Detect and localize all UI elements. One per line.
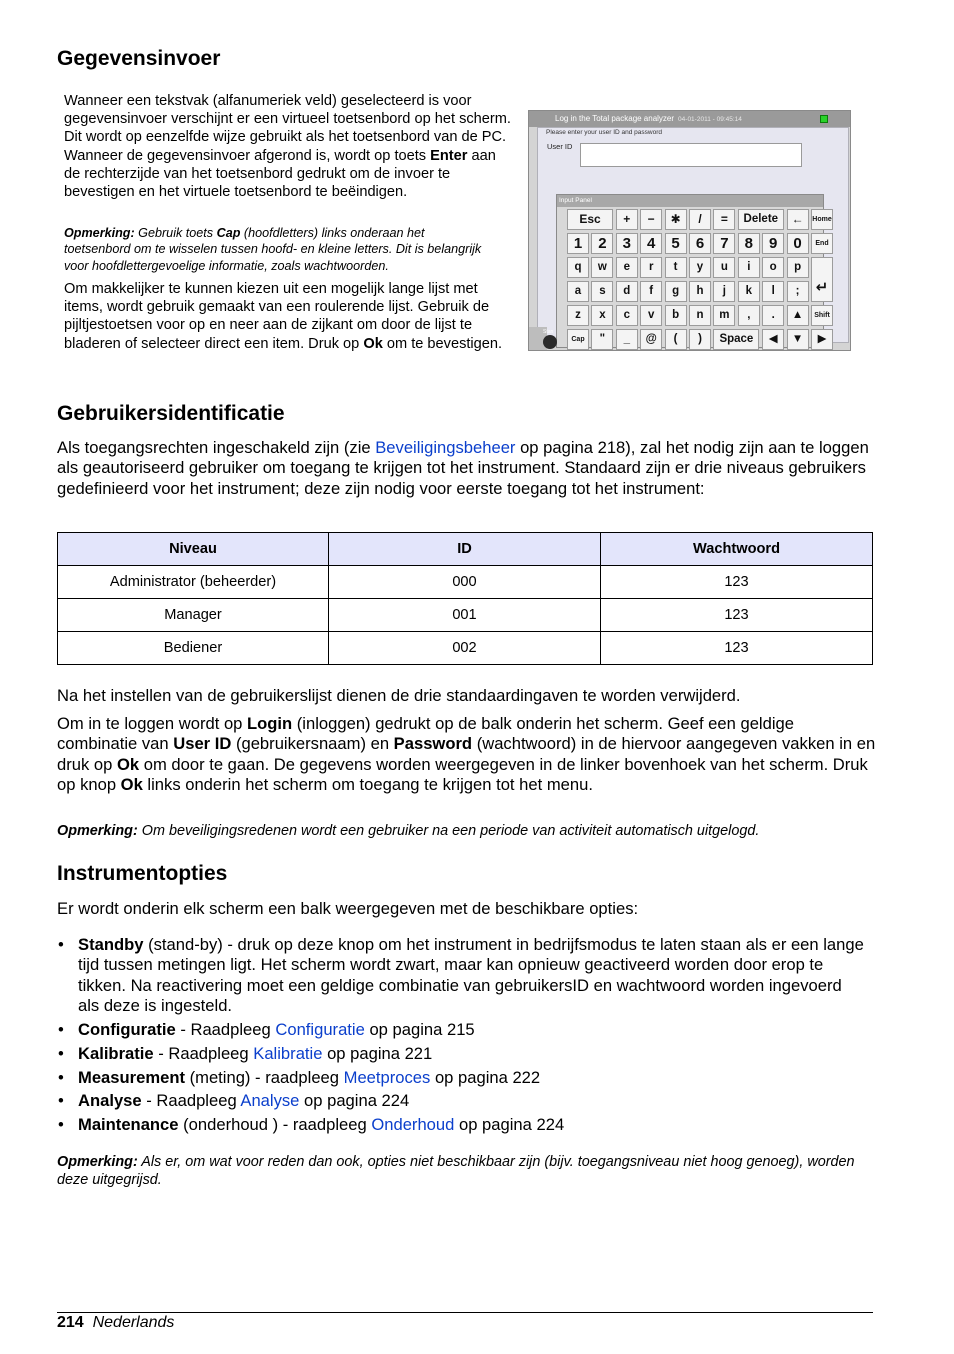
footer <box>57 1313 174 1333</box>
key-f[interactable]: f <box>640 281 662 302</box>
para-text: om door te gaan. De gegevens worden weergegeven in de linker bovenhoek van het scherm. Druk op knop <box>57 754 868 795</box>
link-configuratie[interactable]: Configuratie <box>275 1020 365 1040</box>
note-label: Opmerking: <box>57 823 138 839</box>
note-text: (hoofdletters) links onderaan het toetsenbord om te wisselen tussen hoofd- en kleine letters. Dit is belangrijk voor hoofdlettergevoelige informatie, zoals wachtwoorden. <box>64 226 482 273</box>
para-text: links onderin het scherm om toegang te krijgen tot het menu. <box>142 775 593 795</box>
list-item <box>57 1068 867 1088</box>
list-item <box>57 1044 867 1064</box>
section-heading-gebruikersidentificatie: Gebruikersidentificatie <box>57 402 285 425</box>
option-text: (stand-by) - druk op deze knop om het instrument in bedrijfsmodus te laten staan als er een lange tijd tussen metingen ligt. Het scherm wordt zwart, maar kan opnieuw geactiveerd worden door erop te tikken. Na reactivering moet een geldige combinatie van gebruikersID en wachtwoord worden ingevoerd als deze is ingesteld. <box>78 935 864 1016</box>
para-text: aan de rechterzijde van het toetsenbord gedrukt om de invoer te bevestigen en het virtuele toetsenbord te beëindigen. <box>64 147 496 201</box>
ok-key-label: Ok <box>363 335 383 352</box>
login-prompt: Please enter your user ID and password <box>546 129 662 136</box>
key-symbol[interactable]: / <box>689 209 711 230</box>
option-name: Analyse <box>78 1091 142 1111</box>
key-e[interactable]: e <box>616 257 638 278</box>
input-panel <box>556 194 832 348</box>
key-y[interactable]: y <box>689 257 711 278</box>
page-number: 214 <box>57 1314 84 1331</box>
option-name: Configuratie <box>78 1020 176 1040</box>
option-text: (meting) - raadpleeg <box>184 1067 344 1087</box>
key-3[interactable]: 3 <box>616 233 638 254</box>
login-title: Log in the Total package analyzer <box>555 114 675 123</box>
option-text: - Raadpleeg <box>141 1091 241 1111</box>
password-key-label: Password <box>393 734 473 754</box>
key-enter[interactable]: ↵ <box>811 257 833 302</box>
key-m[interactable]: m <box>713 305 735 326</box>
key-w[interactable]: w <box>591 257 613 278</box>
para-text: (wachtwoord) in de hiervoor aangegeven vakken in en druk op <box>57 734 876 774</box>
column-header-id: ID <box>329 533 601 566</box>
key-symbol[interactable]: _ <box>616 329 638 350</box>
table-cell: Manager <box>58 599 329 632</box>
key-h[interactable]: h <box>689 281 711 302</box>
note-text: Gebruik toets <box>134 226 217 240</box>
greyed-out-note <box>57 1153 857 1189</box>
default-users-table <box>57 532 873 665</box>
key-q[interactable]: q <box>567 257 589 278</box>
option-name: Measurement <box>78 1067 185 1087</box>
ok-key-label: Ok <box>120 775 143 795</box>
para-text: Om makkelijker te kunnen kiezen uit een mogelijk lange lijst met items, wordt gebruik gemaakt van een roulerende lijst. Gebruik de pijltjestoetsen voor op en neer aan de zijkant om door de lijst te bladeren of selecteer direct een item. Druk op <box>64 281 490 352</box>
note-text: Om beveiligingsredenen wordt een gebruiker na een periode van activiteit automatisch uitgelogd. <box>137 823 760 839</box>
key-end[interactable]: End <box>811 233 833 254</box>
table-row <box>58 599 873 632</box>
key-p[interactable]: p <box>787 257 809 278</box>
key-symbol[interactable]: " <box>591 329 613 350</box>
para-text: Wanneer een tekstvak (alfanumeriek veld) geselecteerd is voor gegevensinvoer verschijnt er een virtueel toetsenbord op het scherm. Dit wordt op eenzelfde wijze gebruikt als het toetsenbord van de PC. Wanneer de gegevensinvoer afgerond is, wordt op toets <box>64 93 511 164</box>
option-text: op pagina 224 <box>299 1091 410 1111</box>
user-id-label: User ID <box>547 142 573 151</box>
para-text: Als toegangsrechten ingeschakeld zijn (zie <box>57 438 376 457</box>
cap-key-label: Cap <box>216 226 241 240</box>
link-meetproces[interactable]: Meetproces <box>343 1067 431 1087</box>
key-symbol[interactable]: ( <box>665 329 687 350</box>
cap-note <box>64 225 484 274</box>
key-d[interactable]: d <box>616 281 638 302</box>
remove-defaults-paragraph: Na het instellen van de gebruikerslijst dienen de drie standaardingaven te worden verwijderd. <box>57 686 741 705</box>
key-cap[interactable]: Cap <box>567 329 589 350</box>
key-n[interactable]: n <box>689 305 711 326</box>
security-note <box>57 822 877 840</box>
key-4[interactable]: 4 <box>640 233 662 254</box>
para-text: Om in te loggen wordt op <box>57 714 248 733</box>
table-cell: 002 <box>329 632 601 665</box>
key-shift[interactable]: Shift <box>811 305 833 326</box>
login-paragraph <box>57 714 877 796</box>
list-item <box>57 1091 867 1111</box>
key-u[interactable]: u <box>713 257 735 278</box>
key-8[interactable]: 8 <box>738 233 760 254</box>
key-a[interactable]: a <box>567 281 589 302</box>
key-5[interactable]: 5 <box>665 233 687 254</box>
access-rights-paragraph <box>57 438 877 499</box>
options-list <box>57 935 867 1139</box>
key-symbol[interactable]: ; <box>787 281 809 302</box>
key-t[interactable]: t <box>665 257 687 278</box>
table-cell: Administrator (beheerder) <box>58 566 329 599</box>
key-symbol[interactable]: @ <box>640 329 662 350</box>
key-7[interactable]: 7 <box>713 233 735 254</box>
key-v[interactable]: v <box>640 305 662 326</box>
ok-key-label: Ok <box>116 754 140 774</box>
option-text: - Raadpleeg <box>175 1020 276 1040</box>
key-b[interactable]: b <box>665 305 687 326</box>
table-row <box>58 566 873 599</box>
list-item <box>57 935 867 1017</box>
options-intro: Er wordt onderin elk scherm een balk weergegeven met de beschikbare opties: <box>57 899 639 918</box>
para-text: (gebruikersnaam) en <box>231 734 394 754</box>
link-beveiligingsbeheer[interactable]: Beveiligingsbeheer <box>375 438 516 457</box>
note-text: Als er, om wat voor reden dan ook, opties niet beschikbaar zijn (bijv. toegangsniveau niet hoog genoeg), worden deze uitgegrijsd. <box>57 1154 855 1188</box>
key-i[interactable]: i <box>738 257 760 278</box>
scroll-list-paragraph <box>64 280 504 353</box>
footer-divider <box>57 1312 873 1313</box>
link-analyse[interactable]: Analyse <box>240 1091 300 1111</box>
login-title-bar <box>529 111 851 127</box>
option-name: Standby <box>78 935 144 954</box>
list-item <box>57 1020 867 1040</box>
login-key-label: Login <box>247 714 293 733</box>
key-9[interactable]: 9 <box>762 233 784 254</box>
key-g[interactable]: g <box>665 281 687 302</box>
login-datetime: 04-01-2011 - 09:45:14 <box>678 116 742 123</box>
key-l[interactable]: l <box>762 281 784 302</box>
section-heading-gegevensinvoer: Gegevensinvoer <box>57 47 221 70</box>
link-onderhoud[interactable]: Onderhoud <box>371 1115 455 1135</box>
power-icon <box>543 335 557 349</box>
option-text: op pagina 222 <box>430 1067 541 1087</box>
key-symbol[interactable]: ✱ <box>665 209 687 230</box>
key-symbol[interactable]: , <box>738 305 760 326</box>
key-delete[interactable]: Delete <box>738 209 784 230</box>
table-row <box>58 632 873 665</box>
key-symbol[interactable]: + <box>616 209 638 230</box>
column-header-wachtwoord: Wachtwoord <box>601 533 873 566</box>
key-1[interactable]: 1 <box>567 233 589 254</box>
data-entry-paragraph <box>64 92 512 201</box>
key-space[interactable]: Space <box>713 329 759 350</box>
note-label: Opmerking: <box>64 226 135 240</box>
key-symbol[interactable]: = <box>713 209 735 230</box>
standby-label: Stan <box>543 329 554 335</box>
key-x[interactable]: x <box>591 305 613 326</box>
para-text: om te bevestigen. <box>382 335 503 352</box>
key-z[interactable]: z <box>567 305 589 326</box>
option-text: op pagina 215 <box>364 1020 475 1040</box>
column-header-niveau: Niveau <box>58 533 329 566</box>
link-kalibratie[interactable]: Kalibratie <box>253 1043 323 1063</box>
option-text: - Raadpleeg <box>153 1043 254 1063</box>
list-item <box>57 1115 867 1135</box>
key-2[interactable]: 2 <box>591 233 613 254</box>
note-label: Opmerking: <box>57 1154 138 1170</box>
key-home[interactable]: Home <box>811 209 833 230</box>
option-name: Kalibratie <box>78 1043 154 1063</box>
table-cell: 123 <box>601 632 873 665</box>
option-text: (onderhoud ) - raadpleeg <box>178 1115 372 1135</box>
para-text: op pagina 218), zal het nodig zijn aan te loggen als geautoriseerd gebruiker om toegang te krijgen tot het instrument. Standaard zijn er drie niveaus gebruikers gedefinieerd voor het instrument; deze zijn nodig voor eerste toegang tot het instrument: <box>57 438 869 498</box>
user-id-key-label: User ID <box>173 734 232 754</box>
key-symbol[interactable]: ) <box>689 329 711 350</box>
key-6[interactable]: 6 <box>689 233 711 254</box>
key-symbol[interactable]: . <box>762 305 784 326</box>
login-dialog <box>537 127 849 343</box>
key-esc[interactable]: Esc <box>567 209 613 230</box>
table-cell: 000 <box>329 566 601 599</box>
key-k[interactable]: k <box>738 281 760 302</box>
para-text: (inloggen) gedrukt op de balk onderin het scherm. Geef een geldige combinatie van <box>57 714 794 754</box>
table-cell: 001 <box>329 599 601 632</box>
table-cell: 123 <box>601 566 873 599</box>
footer-language: Nederlands <box>92 1314 175 1331</box>
input-panel-title: Input Panel <box>557 195 823 207</box>
key-symbol[interactable]: ◀ <box>762 329 784 350</box>
key-o[interactable]: o <box>762 257 784 278</box>
key-c[interactable]: c <box>616 305 638 326</box>
enter-key-label: Enter <box>430 147 468 164</box>
key-r[interactable]: r <box>640 257 662 278</box>
option-text: op pagina 224 <box>454 1115 565 1135</box>
key-0[interactable]: 0 <box>787 233 809 254</box>
table-header-row <box>58 533 873 566</box>
option-text: op pagina 221 <box>322 1043 433 1063</box>
key-symbol[interactable]: − <box>640 209 662 230</box>
key-s[interactable]: s <box>591 281 613 302</box>
table-cell: 123 <box>601 599 873 632</box>
user-id-input[interactable] <box>580 143 802 167</box>
section-heading-instrumentopties: Instrumentopties <box>57 862 228 885</box>
virtual-keyboard-screenshot <box>528 110 851 351</box>
key-symbol[interactable]: ▲ <box>787 305 809 326</box>
table-cell: Bediener <box>58 632 329 665</box>
key-j[interactable]: j <box>713 281 735 302</box>
key-symbol[interactable]: ▶ <box>811 329 833 350</box>
status-led-icon <box>820 115 828 123</box>
option-name: Maintenance <box>78 1115 179 1135</box>
key-symbol[interactable]: ← <box>787 209 809 230</box>
key-symbol[interactable]: ▼ <box>787 329 809 350</box>
